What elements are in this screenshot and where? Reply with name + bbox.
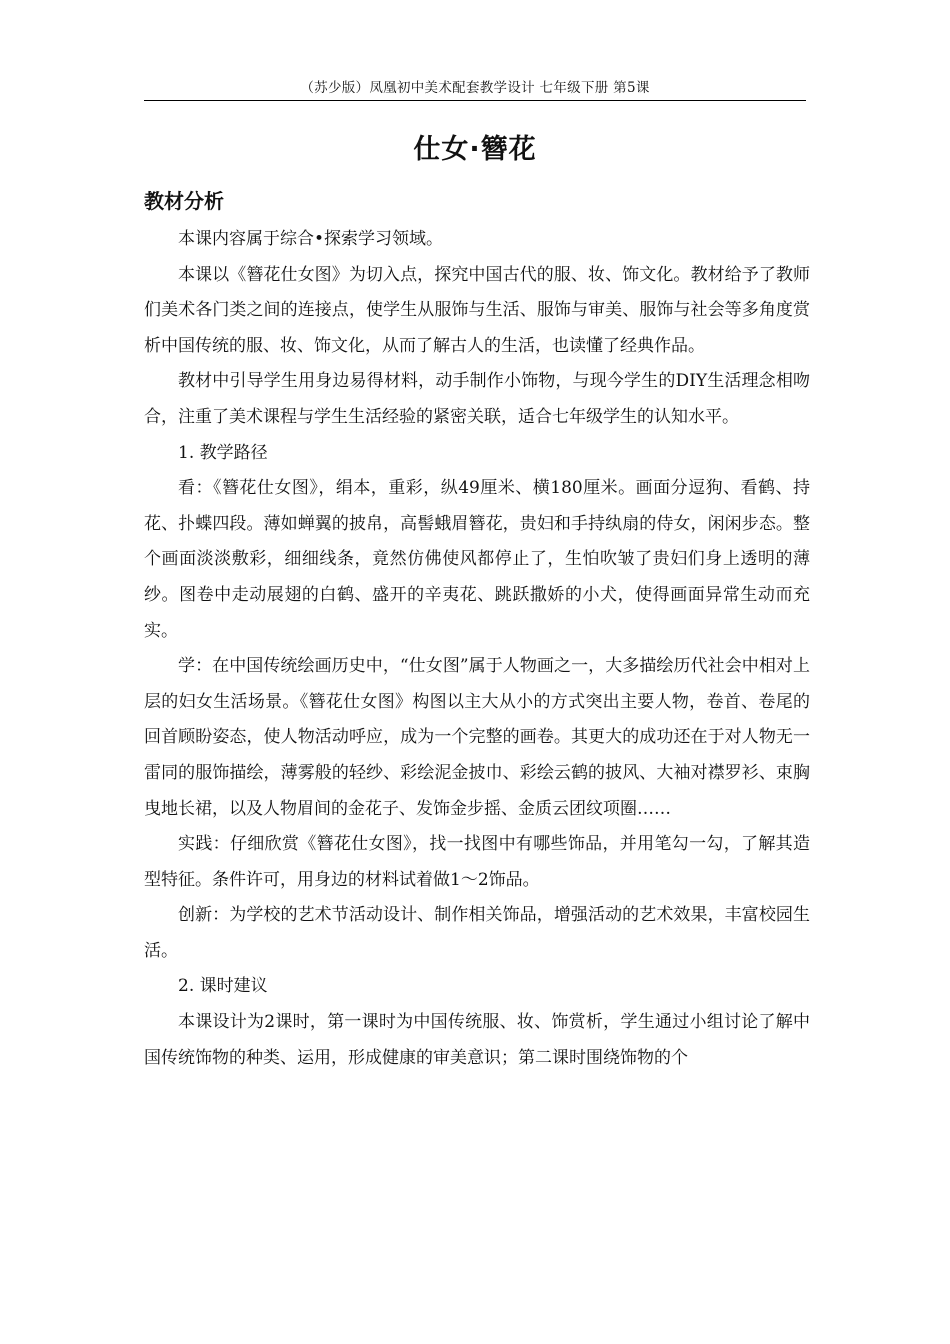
paragraph: 本课设计为2课时，第一课时为中国传统服、妆、饰赏析，学生通过小组讨论了解中国传统饰物的种类、运用，形成健康的审美意识；第二课时围绕饰物的个 (144, 1012, 810, 1068)
subheading-lesson-time: 2. 课时建议 (178, 976, 268, 997)
paragraph: 本课以《簪花仕女图》为切入点，探究中国古代的服、妆、饰文化。教材给予了教师们美术各门类之间的连接点，使学生从服饰与生活、服饰与审美、服饰与社会等多角度赏析中国传统的服、妆、饰文化，从而了解古人的生活，也读懂了经典作品。 (144, 264, 810, 356)
running-header: （苏少版）凤凰初中美术配套教学设计 七年级下册 第5课 (144, 78, 806, 101)
paragraph: 创新：为学校的艺术节活动设计、制作相关饰品，增强活动的艺术效果，丰富校园生活。 (144, 905, 810, 961)
paragraph: 本课内容属于综合•探索学习领域。 (178, 229, 444, 249)
document-title: 仕女·簪花 (413, 134, 537, 165)
paragraph: 实践：仔细欣赏《簪花仕女图》，找一找图中有哪些饰品，并用笔勾一勾，了解其造型特征。条件许可，用身边的材料试着做1～2饰品。 (144, 834, 810, 890)
paragraph: 学：在中国传统绘画历史中，“仕女图”属于人物画之一，大多描绘历代社会中相对上层的妇女生活场景。《簪花仕女图》构图以主大从小的方式突出主要人物，卷首、卷尾的回首顾盼姿态，使人物活动呼应，成为一个完整的画卷。其更大的成功还在于对人物无一雷同的服饰描绘，薄雾般的轻纱、彩绘泥金披巾、彩绘云鹤的披风、大袖对襟罗衫、束胸曳地长裙，以及人物眉间的金花子、发饰金步摇、金质云团纹项圈…… (144, 656, 810, 819)
section-heading: 教材分析 (144, 189, 224, 213)
document-body (144, 222, 810, 1076)
paragraph: 教材中引导学生用身边易得材料，动手制作小饰物，与现今学生的DIY生活理念相吻合，注重了美术课程与学生生活经验的紧密关联，适合七年级学生的认知水平。 (144, 371, 810, 427)
subheading-teaching-path: 1. 教学路径 (178, 442, 268, 463)
paragraph: 看：《簪花仕女图》，绢本，重彩，纵49厘米、横180厘米。画面分逗狗、看鹤、持花、扑蝶四段。薄如蝉翼的披帛，高髻蛾眉簪花，贵妇和手持纨扇的侍女，闲闲步态。整个画面淡淡敷彩，细细线条，竟然仿佛使风都停止了，生怕吹皱了贵妇们身上透明的薄纱。图卷中走动展翅的白鹤、盛开的辛夷花、跳跃撒娇的小犬，使得画面异常生动而充实。 (144, 478, 810, 641)
